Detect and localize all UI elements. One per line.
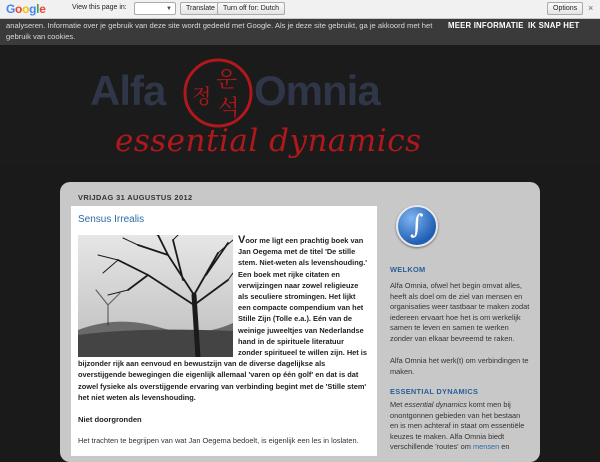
translate-prompt: View this page in: (72, 4, 127, 11)
mensen-link[interactable]: mensen (472, 442, 500, 451)
dropcap: V (238, 234, 246, 246)
post-date: VRIJDAG 31 AUGUSTUS 2012 (78, 193, 193, 202)
translate-button[interactable]: Translate (180, 2, 221, 15)
essential-dynamics-heading: ESSENTIAL DYNAMICS (390, 387, 479, 396)
post-subheading: Niet doorgronden (78, 415, 142, 424)
integral-icon (396, 205, 438, 247)
welkom-text-2: Alfa Omnia het werk(t) om verbindingen te maken. (390, 356, 529, 376)
red-seal-logo (180, 55, 256, 131)
close-icon[interactable]: × (588, 3, 594, 13)
blog-header (0, 45, 600, 165)
google-translate-bar (0, 0, 600, 19)
ed-text-em: essential dynamics (404, 400, 467, 409)
brand-alfa: Alfa (90, 67, 166, 114)
accept-cookies-link[interactable]: IK SNAP HET (528, 21, 580, 30)
google-logo: Google (6, 2, 46, 16)
seal-char-left: 정 (192, 84, 212, 108)
integral-glyph: ∫ (410, 210, 424, 240)
chevron-down-icon: ▼ (166, 6, 172, 12)
options-button[interactable]: Options (547, 2, 583, 15)
welkom-text: Alfa Omnia, ofwel het begin omvat alles, heeft als doel om de ziel van mensen en organisaties weer tastbaar te maken zodat iedereen ervaart hoe het is om werkelijk samen te leven en samen te werken zonder van elkaar bevreemd te raken. (390, 281, 530, 343)
blog-post (71, 206, 377, 456)
post-body-text: oor me ligt een prachtig boek van Jan Oegema met de titel 'De stille stem. Niet-weten als levenshouding.' Een boek met rijke citaten en verwijzingen naar zowel religieuze als seculiere stromingen. Het lijkt een compacte compendium van het Stille Zijn (Tolle e.a.). Eén van de weinige juweeltjes van Nederlandse hand in de spirituele literatuur zonder spiritueel te willen zijn. Het is bijzonder rijk aan eenvoud en bewustzijn van de diverse dagelijkse als overstijgende bewegingen die eigenlijk allemaal 'varen op één golf' en dat is dat zowel fysieke als overstijgende ervaring van verbinding begint met de 'Stille stem' het niet weten als levenshouding. (78, 236, 368, 402)
seal-char-bottom: 석 (218, 96, 240, 121)
post-paragraph: Het trachten te begrijpen van wat Jan Oegema bedoelt, is eigenlijk een les in loslaten. (78, 436, 359, 445)
ed-text-prefix: Met (390, 400, 405, 409)
tree-photo (78, 235, 233, 357)
post-image (78, 235, 233, 357)
more-info-link[interactable]: MEER INFORMATIE (448, 21, 524, 30)
cookie-text: analyseren. Informatie over je gebruik van deze site wordt gedeeld met Google. Als je deze site gebruikt, ga je akkoord met het gebruik van cookies. (6, 21, 433, 41)
language-select[interactable] (134, 2, 176, 15)
essential-dynamics-text (390, 400, 530, 453)
tagline: essential dynamics (115, 123, 422, 159)
seal-char-top: 운 (216, 68, 238, 93)
brand-omnia: Omnia (254, 67, 380, 114)
welkom-heading: WELKOM (390, 265, 426, 274)
post-title[interactable]: Sensus Irrealis (78, 214, 145, 225)
ed-text-end: en (499, 442, 510, 451)
turn-off-button[interactable]: Turn off for: Dutch (217, 2, 285, 15)
cookie-notice (0, 19, 600, 45)
ed-text: komt men bij onontgonnen gebieden van het bestaan en is men achteraf in staat om essentiële keuzes te maken. Alfa Omnia biedt verschillende 'routes' om (390, 400, 525, 451)
